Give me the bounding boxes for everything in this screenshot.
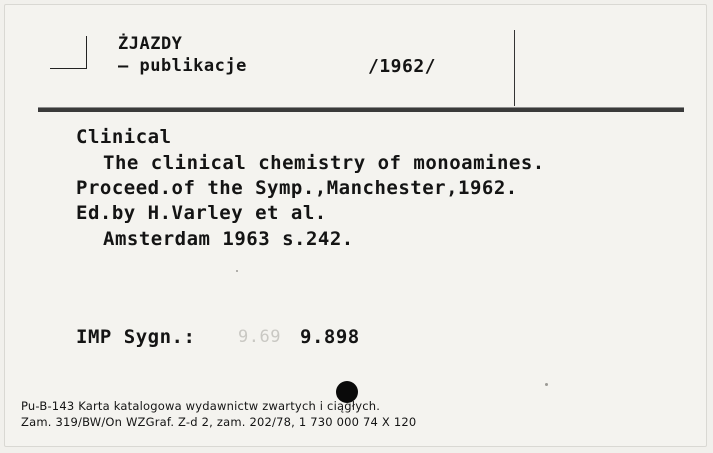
- title-line: The clinical chemistry of monoamines.: [103, 152, 545, 174]
- subject-subheading: – publikacje: [118, 56, 247, 76]
- editor-line: Ed.by H.Varley et al.: [76, 202, 327, 224]
- catalog-card: [4, 4, 707, 447]
- subject-heading: ŻJAZDY: [118, 34, 183, 54]
- corner-mark-vertical: [86, 36, 87, 68]
- subject-year: /1962/: [368, 56, 437, 77]
- footer-print-line: Zam. 319/BW/On WZGraf. Z-d 2, zam. 202/78, 1 730 000 74 X 120: [21, 415, 417, 429]
- faded-stamp: 9.69: [238, 327, 281, 347]
- shelfmark-label: IMP Sygn.:: [76, 326, 196, 348]
- header-rule: [38, 107, 684, 112]
- corner-mark-horizontal: [50, 68, 87, 69]
- ink-speck: [545, 383, 548, 386]
- category-line: Clinical: [76, 126, 172, 148]
- ink-speck: [236, 270, 238, 272]
- proceedings-line: Proceed.of the Symp.,Manchester,1962.: [76, 177, 518, 199]
- imprint-line: Amsterdam 1963 s.242.: [103, 228, 354, 250]
- header-divider: [514, 30, 515, 106]
- footer-form-line: Pu-B-143 Karta katalogowa wydawnictw zwartych i ciągłych.: [21, 399, 381, 413]
- shelfmark-number: 9.898: [300, 326, 360, 348]
